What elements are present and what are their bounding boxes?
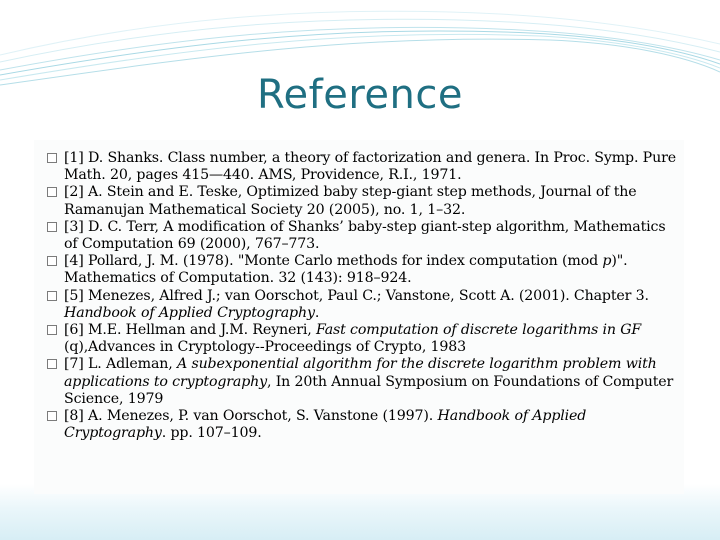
reference-italic-text: Handbook of Applied Cryptography (64, 304, 315, 321)
square-bullet-icon (47, 153, 57, 163)
reference-text: [1] D. Shanks. Class number, a theory of factorization and genera. In Proc. Symp. Pure Math. 20, pages 415—440. AMS, Providence, R.I., 1971. (64, 150, 676, 184)
square-bullet-icon (47, 411, 57, 421)
reference-item (47, 288, 677, 322)
reference-item (47, 184, 677, 218)
reference-italic-text: Handbook of Applied Cryptography (64, 408, 587, 442)
reference-text: [2] A. Stein and E. Teske, Optimized baby step-giant step methods, Journal of the Ramanujan Mathematical Society 20 (2005), no. 1, 1–32. (64, 184, 637, 218)
reference-italic-text: p (602, 253, 612, 270)
reference-italic-text: Fast computation of discrete logarithms in GF (315, 322, 642, 339)
reference-text: [8] A. Menezes, P. van Oorschot, S. Vanstone (1997). (64, 408, 438, 425)
reference-text: [5] Menezes, Alfred J.; van Oorschot, Paul C.; Vanstone, Scott A. (2001). Chapter 3. (64, 287, 649, 304)
reference-text: (q),Advances in Cryptology--Proceedings of Crypto, 1983 (64, 339, 467, 356)
reference-list (47, 150, 677, 442)
reference-item (47, 219, 677, 253)
reference-text: )". Mathematics of Computation. 32 (143): 918–924. (64, 253, 628, 287)
reference-item (47, 356, 677, 408)
reference-item (47, 322, 677, 356)
reference-text: [4] Pollard, J. M. (1978). "Monte Carlo methods for index computation (mod (64, 253, 603, 270)
reference-text: [3] D. C. Terr, A modification of Shanks’ baby-step giant-step algorithm, Mathematics of Computation 69 (2000), 767–773. (64, 218, 666, 253)
square-bullet-icon (47, 187, 57, 197)
square-bullet-icon (47, 291, 57, 301)
square-bullet-icon (47, 325, 57, 335)
square-bullet-icon (47, 256, 57, 266)
reference-text: [6] M.E. Hellman and J.M. Reyneri, (64, 322, 316, 339)
reference-italic-text: A subexponential algorithm for the discrete logarithm problem with applications to cryptography (64, 356, 657, 390)
reference-text: . (314, 304, 320, 321)
reference-item (47, 408, 677, 442)
slide-title: Reference (257, 72, 463, 118)
reference-item (47, 253, 677, 287)
square-bullet-icon (47, 359, 57, 369)
reference-text: . pp. 107–109. (161, 425, 262, 442)
reference-text: [7] L. Adleman, (64, 356, 177, 373)
reference-text: , In 20th Annual Symposium on Foundations of Computer Science, 1979 (64, 373, 674, 407)
reference-item (47, 150, 677, 184)
square-bullet-icon (47, 222, 57, 232)
